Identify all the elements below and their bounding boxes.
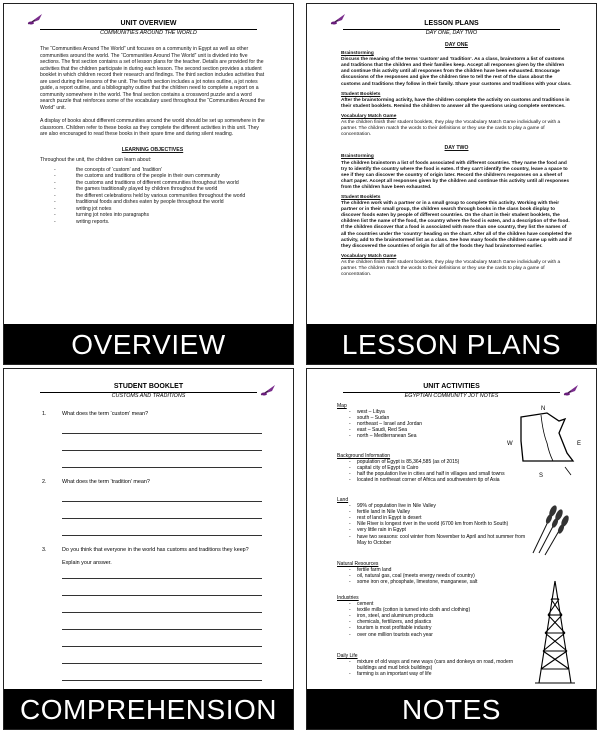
section-heading: Land	[337, 497, 349, 503]
list-item: - tourism is most profitable industry	[349, 625, 527, 631]
list-item: - cement	[349, 601, 527, 607]
answer-line[interactable]	[62, 595, 262, 596]
list-item: - writing jot notes	[54, 206, 265, 213]
answer-line[interactable]	[62, 467, 262, 468]
day-one-heading: DAY ONE	[444, 42, 469, 48]
answer-line[interactable]	[62, 433, 262, 434]
question-number: 1.	[42, 411, 47, 417]
list-item: - the concepts of ‘custom’ and ‘tradition’	[54, 167, 265, 174]
section-text: The children brainstorm a list of foods associated with different countries. They name the food and try to identify the country where the food is eaten. If they can’t identify the country, leave a space to see if they can discover the country of origin later. Record the children’s responses on a sheet of chart paper. Accept all responses given by the children and continue this activity until all responses from the children have been exhausted.	[341, 160, 570, 190]
page-title: LESSON PLANS	[424, 20, 479, 27]
objectives-intro: Throughout the unit, the children can learn about:	[40, 157, 152, 163]
answer-line[interactable]	[62, 501, 262, 502]
land-section	[337, 497, 527, 546]
daily-life-section	[337, 653, 527, 677]
section-text: The children work with a partner or in a small group to complete this activity. Working with their partner or in their small group, the children search through books in the class book display to discover foods eaten by people of different countries. On the chart in their student booklets, the children list the name of the food, the country where the food is eaten, and a description of the food. If the children discover that a food is associated with more than one country, they list the names of all the countries under the ‘country’ heading on the chart. After all of the children have completed the activity, add to the brainstormed list as a class. See how many foods the children came up with and if they discovered the countries of origin for all of the foods they had brainstormed earlier.	[341, 201, 572, 249]
day-two-heading: DAY TWO	[444, 145, 469, 152]
list-item: - some iron ore, phosphate, limestone, manganese, salt	[349, 579, 527, 585]
question-1	[42, 411, 272, 417]
question-text: What does the term ‘custom’ mean?	[62, 411, 149, 417]
answer-line[interactable]	[62, 663, 262, 664]
section-heading: Vocabulary Match Game	[341, 113, 397, 119]
list-item: - chemicals, fertilizers, and plastics	[349, 619, 527, 625]
overview-paragraph-1: The “Communities Around The World” unit focuses on a community in Egypt as well as other communities around the world. The “Communities Around The World” unit is divided into five sections. The first section contains a set of lesson plans for the teacher. Details are provided for the activities that the children participate in during each lesson. The second section provides a student booklet in which children record their research and findings. The third section includes activities that are used during the lessons of the unit. The fourth section includes a jot notes outline, a jot notes guide, a report outline, and a bibliography outline that the children need to complete a report on a community somewhere in the world. The final section contains a crossword puzzle and a word search puzzle that reinforces some of the vocabulary used throughout the “Communities Around the World” unit.	[40, 46, 265, 111]
list-item: - Nile River is longest river in the world (6700 km from North to South)	[349, 521, 527, 527]
list-item: - west – Libya	[349, 409, 517, 415]
answer-line[interactable]	[62, 612, 262, 613]
list-item: - located in northeast corner of Africa and southwestern tip of Asia	[349, 477, 537, 483]
list-item: - the customs and traditions of the people in their own community	[54, 173, 265, 180]
question-3-followup: Explain your answer.	[62, 560, 112, 566]
list-item: - fertile farm land	[349, 567, 527, 573]
student-booklet-page	[3, 368, 294, 730]
objectives-list	[54, 167, 265, 226]
overview-page	[3, 3, 294, 365]
list-item: - have two seasons: cool winter from November to April and hot summer from May to October	[349, 534, 527, 546]
question-text: Do you think that everyone in the world has customs and traditions they keep?	[62, 547, 249, 553]
wheat-illustration	[525, 501, 575, 557]
compass-south: S	[539, 473, 544, 479]
section-heading: Student Booklets	[341, 194, 381, 200]
section-heading: Natural Resources	[337, 561, 379, 567]
list-item: - population of Egypt is 85,364,585 (as of 2015)	[349, 459, 537, 465]
list-item: - oil, natural gas, coal (meets energy needs of country)	[349, 573, 527, 579]
page-title: UNIT ACTIVITIES	[423, 383, 480, 390]
section-heading: Brainstorming	[341, 51, 374, 57]
section-text: After the brainstorming activity, have the children complete the activity on customs and traditions in their student booklets. Remind the children to answer all the questions using complete sentences.	[341, 97, 570, 109]
section-text: Discuss the meaning of the terms ‘custom’ and ‘tradition’. As a class, brainstorm a list of customs and traditions that the children and their families keep. Accept all responses given by the children and continue this activity until all responses from the children have been exhausted. Encourage discussions of the responses and give the children time to tell the rest of the class about the customs and traditions they follow in their family. Share your customs and traditions with your class.	[341, 57, 572, 87]
overview-body	[40, 46, 265, 225]
list-item: - north – Mediterranean Sea	[349, 433, 517, 439]
page-subtitle: DAY ONE, DAY TWO	[425, 30, 478, 36]
notes-page	[306, 368, 597, 730]
list-item: - east – Saudi, Red Sea	[349, 427, 517, 433]
list-item: - farming is an important way of life	[349, 671, 527, 677]
page-footer-label: OVERVIEW	[4, 324, 293, 364]
page-subtitle: EGYPTIAN COMMUNITY JOT NOTES	[404, 393, 499, 399]
answer-line[interactable]	[62, 578, 262, 579]
list-item: - the games traditionally played by children throughout the world	[54, 186, 265, 193]
list-item: - traditional foods and dishes eaten by people throughout the world	[54, 199, 265, 206]
section-heading: Map	[337, 403, 347, 409]
page-title: STUDENT BOOKLET	[113, 383, 184, 390]
list-item: - the customs and traditions of different communities throughout the world	[54, 180, 265, 187]
natural-resources-section	[337, 561, 527, 585]
compass-north: N	[541, 406, 546, 412]
answer-line[interactable]	[62, 518, 262, 519]
answer-line[interactable]	[62, 629, 262, 630]
list-item: - writing reports.	[54, 219, 265, 226]
industries-section	[337, 595, 527, 638]
list-item: - 99% of population live in Nile Valley	[349, 503, 527, 509]
list-item: - half the population live in cities and half in villages and small towns	[349, 471, 537, 477]
lesson-plans-page	[306, 3, 597, 365]
list-item: - capital city of Egypt is Cairo	[349, 465, 537, 471]
compass-east: E	[577, 441, 582, 447]
section-heading: Student Booklets	[341, 91, 381, 97]
map-section	[337, 403, 517, 440]
overview-paragraph-2: A display of books about different communities around the world should be set up somewhere in the classroom. Children refer to these books as they complete the different activities in this unit. They are also encouraged to read these books in their spare time and during silent reading.	[40, 118, 265, 137]
section-heading: Daily Life	[337, 653, 358, 659]
section-heading: Vocabulary Match Game	[341, 253, 397, 259]
list-item: - the different celebrations held by various communities throughout the world	[54, 193, 265, 200]
section-text: As the children finish their student booklets, they play the Vocabulary Match Game individually or with a partner. The children match the words to their definitions or they use the cards to play a game of concentration.	[341, 120, 561, 138]
list-item: - fertile land in Nile Valley	[349, 509, 527, 515]
question-2	[42, 479, 272, 485]
page-subtitle: COMMUNITIES AROUND THE WORLD	[100, 30, 197, 36]
objectives-heading: LEARNING OBJECTIVES	[121, 146, 184, 153]
answer-line[interactable]	[62, 646, 262, 647]
list-item: - south – Sudan	[349, 415, 517, 421]
list-item: - over one million tourists each year	[349, 632, 527, 638]
list-item: - iron, steel, and aluminum products	[349, 613, 527, 619]
question-text: What does the term ‘tradition’ mean?	[62, 479, 150, 485]
question-number: 2.	[42, 479, 47, 485]
background-section	[337, 453, 537, 483]
section-heading: Industries	[337, 595, 359, 601]
section-text: As the children finish their student booklets, they play the Vocabulary Match Game individually or with a partner. The children match the words to their definitions or they use the cards to play a game of concentration.	[341, 259, 561, 278]
answer-line[interactable]	[62, 680, 262, 681]
question-number: 3.	[42, 547, 47, 553]
list-item: - turning jot notes into paragraphs	[54, 212, 265, 219]
section-heading: Background Information	[337, 453, 391, 459]
page-footer-label: NOTES	[307, 689, 596, 729]
page-title: UNIT OVERVIEW	[120, 20, 177, 27]
section-heading: Brainstorming	[341, 154, 374, 160]
list-item: - mixture of old ways and new ways (cars and donkeys on road, modern buildings and mud brick buildings)	[349, 659, 527, 671]
page-footer-label: LESSON PLANS	[307, 324, 596, 364]
list-item: - rest of land in Egypt is desert	[349, 515, 527, 521]
answer-line[interactable]	[62, 535, 262, 536]
compass-west: W	[507, 441, 513, 447]
oil-derrick-illustration	[533, 579, 577, 685]
lesson-body	[341, 40, 572, 278]
question-3	[42, 547, 282, 553]
list-item: - very little rain in Egypt	[349, 527, 527, 533]
list-item: - textile mills (cotton is turned into cloth and clothing)	[349, 607, 527, 613]
answer-line[interactable]	[62, 450, 262, 451]
page-subtitle: CUSTOMS AND TRADITIONS	[111, 393, 186, 399]
page-footer-label: COMPREHENSION	[4, 689, 293, 729]
list-item: - northeast – Israel and Jordan	[349, 421, 517, 427]
